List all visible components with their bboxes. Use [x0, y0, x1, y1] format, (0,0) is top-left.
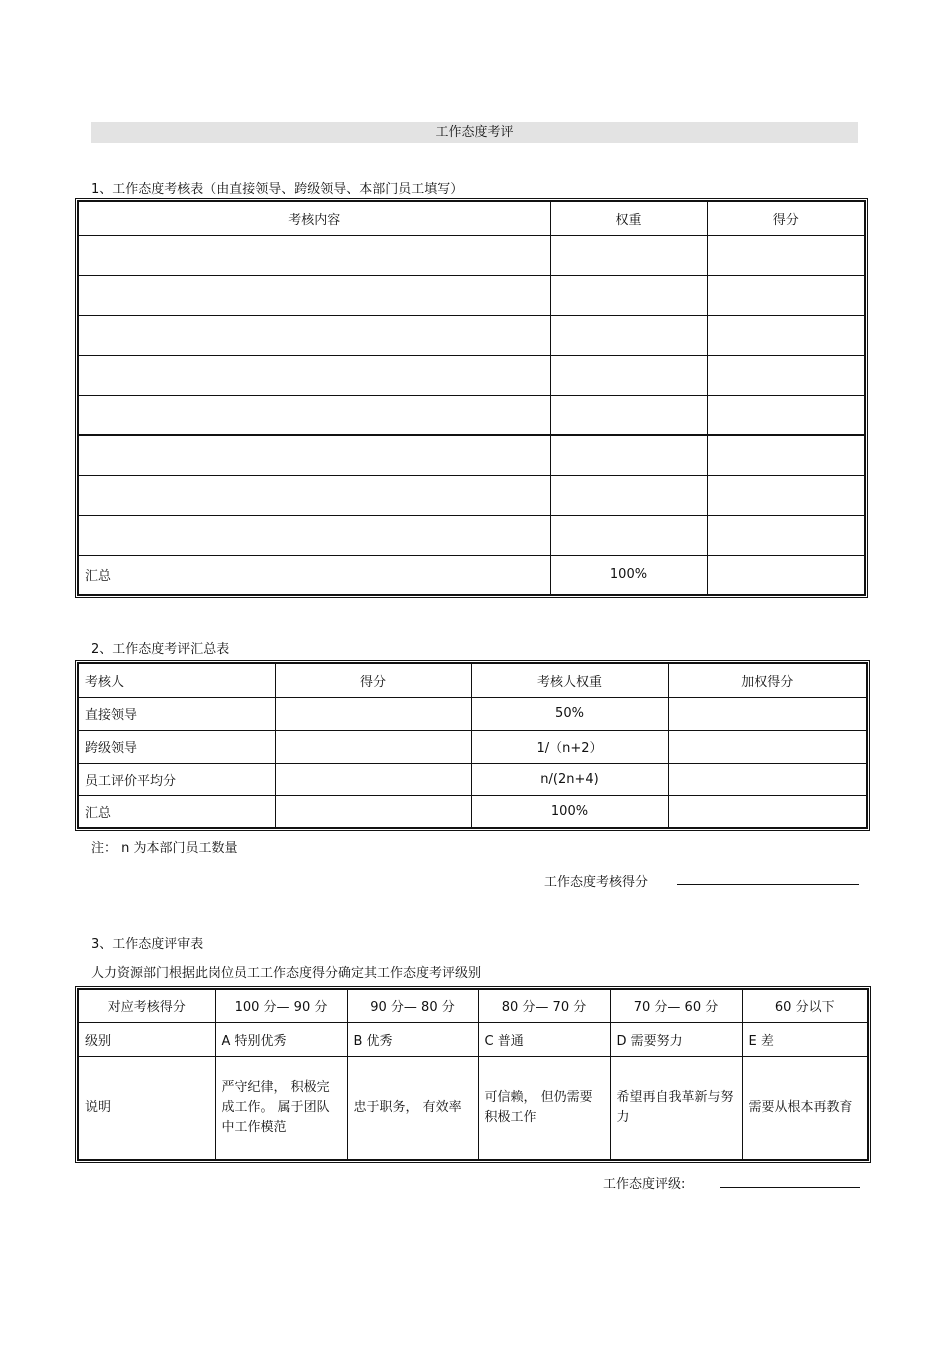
- table-row: [78, 475, 865, 515]
- score-cell[interactable]: [707, 355, 865, 395]
- table-header-row: [78, 201, 865, 235]
- total-row: [78, 795, 867, 828]
- content-cell[interactable]: [78, 475, 550, 515]
- level-row: [78, 1022, 868, 1056]
- table-row: [78, 763, 867, 795]
- content-cell[interactable]: [78, 355, 550, 395]
- attitude-score-line[interactable]: [677, 884, 859, 885]
- description-row: [78, 1056, 868, 1160]
- score-cell[interactable]: [707, 515, 865, 555]
- header-assessor-weight: 考核人权重: [471, 663, 668, 697]
- header-weight: 权重: [550, 201, 707, 235]
- section2-note: 注： n 为本部门员工数量: [91, 841, 238, 856]
- table-row: [78, 435, 865, 475]
- weight-cell[interactable]: [550, 235, 707, 275]
- section3-heading: 3、工作态度评审表: [91, 937, 204, 952]
- header-range-d: 70 分— 60 分: [610, 989, 742, 1022]
- table-row: [78, 515, 865, 555]
- score-cell[interactable]: [707, 275, 865, 315]
- score-cell[interactable]: [707, 435, 865, 475]
- summary-table: [77, 662, 868, 829]
- section3-intro: 人力资源部门根据此岗位员工工作态度得分确定其工作态度考评级别: [91, 966, 482, 981]
- weight-cell[interactable]: [550, 475, 707, 515]
- total-label: 汇总: [78, 555, 550, 595]
- weight-cell: 100%: [471, 795, 668, 828]
- level-b: B 优秀: [347, 1022, 478, 1056]
- header-range-c: 80 分— 70 分: [478, 989, 610, 1022]
- table-row: [78, 315, 865, 355]
- header-score: 得分: [707, 201, 865, 235]
- weighted-score-cell[interactable]: [668, 795, 867, 828]
- table-row: [78, 697, 867, 730]
- score-cell[interactable]: [707, 395, 865, 435]
- content-cell[interactable]: [78, 235, 550, 275]
- total-row: [78, 555, 865, 595]
- rating-table: [77, 988, 869, 1161]
- content-cell[interactable]: [78, 395, 550, 435]
- score-cell[interactable]: [275, 763, 471, 795]
- weight-cell: 50%: [471, 697, 668, 730]
- table-header-row: [78, 663, 867, 697]
- assessor-cell: 汇总: [78, 795, 275, 828]
- header-range-e: 60 分以下: [742, 989, 868, 1022]
- description-label: 说明: [78, 1056, 215, 1160]
- assessor-cell: 跨级领导: [78, 730, 275, 763]
- level-a: A 特别优秀: [215, 1022, 347, 1056]
- description-a: 严守纪律， 积极完成工作。 属于团队中工作模范: [215, 1056, 347, 1160]
- weighted-score-cell[interactable]: [668, 730, 867, 763]
- header-range-b: 90 分— 80 分: [347, 989, 478, 1022]
- score-cell[interactable]: [275, 795, 471, 828]
- weight-cell[interactable]: [550, 275, 707, 315]
- content-cell[interactable]: [78, 315, 550, 355]
- attitude-rating-line[interactable]: [720, 1187, 860, 1188]
- table-row: [78, 395, 865, 435]
- header-score-range: 对应考核得分: [78, 989, 215, 1022]
- score-cell[interactable]: [707, 475, 865, 515]
- assessor-cell: 员工评价平均分: [78, 763, 275, 795]
- weight-cell: n/(2n+4): [471, 763, 668, 795]
- table-row: [78, 275, 865, 315]
- score-cell[interactable]: [275, 730, 471, 763]
- attitude-assessment-table: [77, 200, 866, 596]
- weight-cell[interactable]: [550, 515, 707, 555]
- attitude-rating-label: 工作态度评级:: [603, 1177, 686, 1192]
- description-c: 可信赖， 但仍需要积极工作: [478, 1056, 610, 1160]
- description-e: 需要从根本再教育: [742, 1056, 868, 1160]
- content-cell[interactable]: [78, 515, 550, 555]
- weight-cell[interactable]: [550, 395, 707, 435]
- table-header-row: [78, 989, 868, 1022]
- header-content: 考核内容: [78, 201, 550, 235]
- total-score-cell[interactable]: [707, 555, 865, 595]
- level-e: E 差: [742, 1022, 868, 1056]
- weight-cell[interactable]: [550, 315, 707, 355]
- table-row: [78, 355, 865, 395]
- header-range-a: 100 分— 90 分: [215, 989, 347, 1022]
- score-cell[interactable]: [707, 315, 865, 355]
- page-title: 工作态度考评: [91, 122, 858, 143]
- total-weight: 100%: [550, 555, 707, 595]
- weight-cell[interactable]: [550, 355, 707, 395]
- weight-cell: 1/（n+2）: [471, 730, 668, 763]
- weight-cell[interactable]: [550, 435, 707, 475]
- content-cell[interactable]: [78, 435, 550, 475]
- header-assessor: 考核人: [78, 663, 275, 697]
- weighted-score-cell[interactable]: [668, 697, 867, 730]
- table-row: [78, 730, 867, 763]
- level-d: D 需要努力: [610, 1022, 742, 1056]
- description-d: 希望再自我革新与努力: [610, 1056, 742, 1160]
- attitude-score-label: 工作态度考核得分: [544, 875, 649, 890]
- table-row: [78, 235, 865, 275]
- description-b: 忠于职务， 有效率: [347, 1056, 478, 1160]
- weighted-score-cell[interactable]: [668, 763, 867, 795]
- header-weighted-score: 加权得分: [668, 663, 867, 697]
- score-cell[interactable]: [707, 235, 865, 275]
- level-c: C 普通: [478, 1022, 610, 1056]
- score-cell[interactable]: [275, 697, 471, 730]
- content-cell[interactable]: [78, 275, 550, 315]
- level-label: 级别: [78, 1022, 215, 1056]
- header-score: 得分: [275, 663, 471, 697]
- assessor-cell: 直接领导: [78, 697, 275, 730]
- section1-heading: 1、工作态度考核表（由直接领导、跨级领导、本部门员工填写）: [91, 182, 464, 197]
- section2-heading: 2、工作态度考评汇总表: [91, 642, 230, 657]
